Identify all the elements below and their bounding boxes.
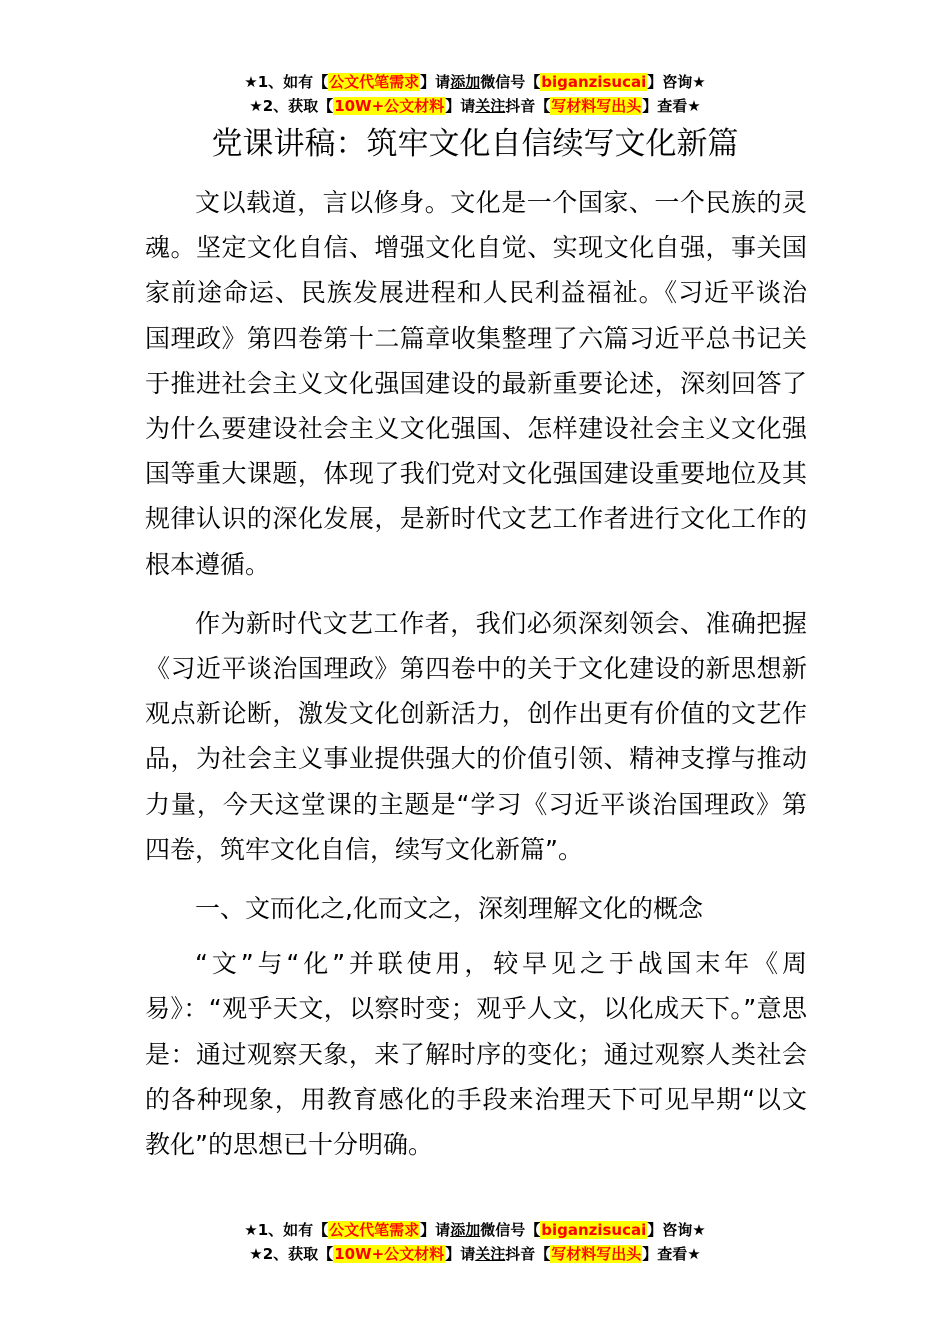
highlight-service: 公文代笔需求 xyxy=(329,1221,420,1239)
promo-line-1: ★1、如有【公文代笔需求】请添加微信号【biganzisucai】咨询★ xyxy=(244,73,706,91)
paragraph-culture-origin: “文”与“化”并联使用，较早见之于战国末年《周易》：“观乎天文，以察时变；观乎人文，以化成天下。”意思是：通过观察天象，来了解时序的变化；通过观察人类社会的各种现象，用教育感化的手段来治理天下可见早期“以文教化”的思想已十分明确。 xyxy=(145,949,807,1160)
highlight-wechat-id: biganzisucai xyxy=(541,73,647,91)
highlight-materials: 10W+公文材料 xyxy=(334,1245,445,1263)
promo-line-2: ★2、获取【10W+公文材料】请关注抖音【写材料写出头】查看★ xyxy=(249,97,701,115)
highlight-materials: 10W+公文材料 xyxy=(334,97,445,115)
header-promo-banner xyxy=(0,70,950,118)
footer-promo-banner xyxy=(0,1218,950,1266)
highlight-wechat-id: biganzisucai xyxy=(541,1221,647,1239)
highlight-douyin-account: 写材料写出头 xyxy=(551,97,642,115)
paragraph-intro: 文以载道，言以修身。文化是一个国家、一个民族的灵魂。坚定文化自信、增强文化自觉、实现文化自强，事关国家前途命运、民族发展进程和人民利益福祉。《习近平谈治国理政》第四卷第十二篇章收集整理了六篇习近平总书记关于推进社会主义文化强国建设的最新重要论述，深刻回答了为什么要建设社会主义文化强国、怎样建设社会主义文化强国等重大课题，体现了我们党对文化强国建设重要地位及其规律认识的深化发展，是新时代文艺工作者进行文化工作的根本遵循。 xyxy=(145,188,807,579)
promo-line-2: ★2、获取【10W+公文材料】请关注抖音【写材料写出头】查看★ xyxy=(249,1245,701,1263)
promo-line-1: ★1、如有【公文代笔需求】请添加微信号【biganzisucai】咨询★ xyxy=(244,1221,706,1239)
document-title: 党课讲稿：筑牢文化自信续写文化新篇 xyxy=(211,126,739,162)
highlight-douyin-account: 写材料写出头 xyxy=(551,1245,642,1263)
section-heading-1: 一、文而化之,化而文之，深刻理解文化的概念 xyxy=(195,894,703,924)
document-body xyxy=(145,180,807,1181)
paragraph-theme: 作为新时代文艺工作者，我们必须深刻领会、准确把握《习近平谈治国理政》第四卷中的关于文化建设的新思想新观点新论断，激发文化创新活力，创作出更有价值的文艺作品，为社会主义事业提供强大的价值引领、精神支撑与推动力量，今天这堂课的主题是“学习《习近平谈治国理政》第四卷，筑牢文化自信，续写文化新篇”。 xyxy=(145,608,807,864)
highlight-service: 公文代笔需求 xyxy=(329,73,420,91)
